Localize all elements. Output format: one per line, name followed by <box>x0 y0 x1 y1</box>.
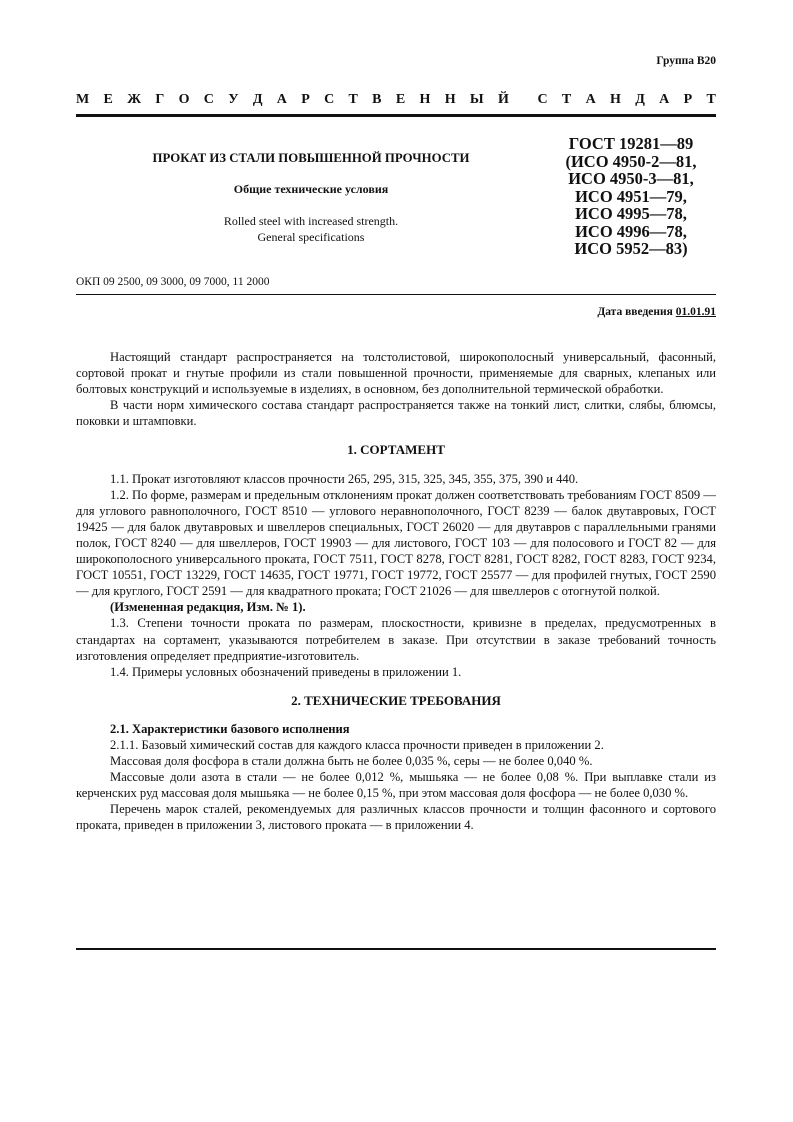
heading-letter: Т <box>706 92 716 107</box>
heading-letter: Ж <box>127 92 142 107</box>
nitrogen-paragraph: Массовые доли азота в стали — не более 0,012 %, мышьяка — не более 0,08 %. При выплавке стали из керченских руд массовая доля мышьяка — не более 0,15 %, при этом массовая доля фосфора — не более 0,030 %. <box>76 770 716 801</box>
intro-paragraph: Настоящий стандарт распространяется на толстолистовой, широкополосный универсальный, фасонный, сортовой прокат и гнутые профили из стали повышенной прочности, применяемые для сварных, клепаных или болтовых конструкций и используемые в изделиях, в основном, без дополнительной термической обработки. <box>76 350 716 397</box>
heading-letter: С <box>537 92 548 107</box>
english-title <box>76 213 546 245</box>
gost-designation <box>546 135 716 258</box>
clause-1-1: 1.1. Прокат изготовляют классов прочности 265, 295, 315, 325, 345, 355, 375, 390 и 440. <box>110 471 579 486</box>
heading-letter: Н <box>444 92 456 107</box>
heading-letter: А <box>659 92 670 107</box>
heading-letter: Т <box>348 92 358 107</box>
date-label: Дата введения <box>597 306 673 318</box>
section-heading: 1. СОРТАМЕНТ <box>347 442 445 458</box>
intro-paragraph: В части норм химического состава стандарт распространяется также на тонкий лист, слитки, слябы, блюмсы, поковки и штамповки. <box>76 398 716 429</box>
english-title-line: Rolled steel with increased strength. <box>223 214 399 228</box>
heading-letter: Е <box>395 92 406 107</box>
heading-letter: А <box>585 92 596 107</box>
heading-letter: М <box>76 92 90 107</box>
heading-letter: А <box>276 92 287 107</box>
gost-line: ИСО 4995—78, <box>575 204 687 223</box>
introduction-date <box>597 306 716 318</box>
standard-type-heading <box>76 92 716 108</box>
heading-letter: О <box>178 92 190 107</box>
gost-line: ИСО 5952—83) <box>574 239 688 258</box>
document-body <box>76 349 716 834</box>
heading-letter: Г <box>155 92 165 107</box>
heading-letter: С <box>203 92 214 107</box>
clause-1-3: 1.3. Степени точности проката по размерам, плоскостности, кривизне в пределах, предусмотренных в стандартах на сортамент, указываются потребителем в заказе. При отсутствии в заказе требований точность изготовления определяет предприятие-изготовитель. <box>76 616 716 663</box>
heading-letter: Д <box>635 92 645 107</box>
heading-letter: Р <box>301 92 310 107</box>
document-title: ПРОКАТ ИЗ СТАЛИ ПОВЫШЕННОЙ ПРОЧНОСТИ <box>152 151 470 165</box>
header-rule <box>76 114 716 117</box>
heading-letter: Н <box>610 92 621 107</box>
okp-codes: ОКП 09 2500, 09 3000, 09 7000, 11 2000 <box>76 276 270 288</box>
heading-letter: Ы <box>469 92 484 107</box>
heading-letter: Р <box>683 92 693 107</box>
gost-line: ИСО 4951—79, <box>575 186 687 206</box>
phosphorus-paragraph: Массовая доля фосфора в стали должна быть не более 0,035 %, серы — не более 0,040 %. <box>110 754 593 769</box>
gost-line: (ИСО 4950-2—81, <box>565 151 697 171</box>
date-value: 01.01.91 <box>675 306 716 318</box>
clause-1-2: 1.2. По форме, размерам и предельным отклонениям прокат должен соответствовать требованиям ГОСТ 8509 — для углового равнополочного, ГОСТ 8510 — углового неравнополочного, ГОСТ 8239 — балок двутавровых, ГОСТ 19425 — для балок двутавровых и швеллеров специальных, ГОСТ 26020 — для двутавров с параллельными гранями полок, ГОСТ 8240 — для швеллеров, ГОСТ 19903 — для листового, ГОСТ 103 — для полосового и ГОСТ 82 — для широкополосного универсального проката, ГОСТ 7511, ГОСТ 8278, ГОСТ 8281, ГОСТ 8282, ГОСТ 8283, ГОСТ 9234, ГОСТ 10551, ГОСТ 13229, ГОСТ 14635, ГОСТ 19771, ГОСТ 19772, ГОСТ 25577 — для профилей гнутых, ГОСТ 2590 — для круглого, ГОСТ 2591 — для квадратного проката; ГОСТ 21026 — для швеллеров с отогнутой полкой. <box>76 487 716 599</box>
heading-letter: У <box>228 92 239 107</box>
heading-letter: Т <box>561 92 572 107</box>
steel-grades-paragraph: Перечень марок сталей, рекомендуемых для различных классов прочности и толщин фасонного и сортового проката, приведен в приложении 3, листового проката — в приложении 4. <box>76 802 716 833</box>
footer-rule <box>76 948 716 950</box>
gost-line: ИСО 4950-3—81, <box>568 169 694 188</box>
amendment-note: (Измененная редакция, Изм. № 1). <box>110 600 306 615</box>
heading-letter: Д <box>252 92 263 107</box>
clause-1-4: 1.4. Примеры условных обозначений приведены в приложении 1. <box>110 664 462 679</box>
heading-letter: Е <box>103 92 113 107</box>
heading-letter: Й <box>497 92 509 107</box>
gost-line: ИСО 4996—78, <box>575 221 687 241</box>
clause-2-1-1: 2.1.1. Базовый химический состав для каждого класса прочности приведен в приложении 2. <box>110 737 604 752</box>
heading-letter: С <box>324 92 335 107</box>
heading-letter: Н <box>419 92 431 107</box>
gost-line: ГОСТ 19281—89 <box>568 134 694 153</box>
heading-letter: В <box>372 92 382 107</box>
okp-rule <box>76 294 716 295</box>
document-subtitle: Общие технические условия <box>233 182 389 196</box>
subsection-heading: 2.1. Характеристики базового исполнения <box>110 721 350 736</box>
group-label: Группа В20 <box>656 55 716 67</box>
english-title-line: General specifications <box>257 230 365 244</box>
section-heading: 2. ТЕХНИЧЕСКИЕ ТРЕБОВАНИЯ <box>291 692 501 708</box>
